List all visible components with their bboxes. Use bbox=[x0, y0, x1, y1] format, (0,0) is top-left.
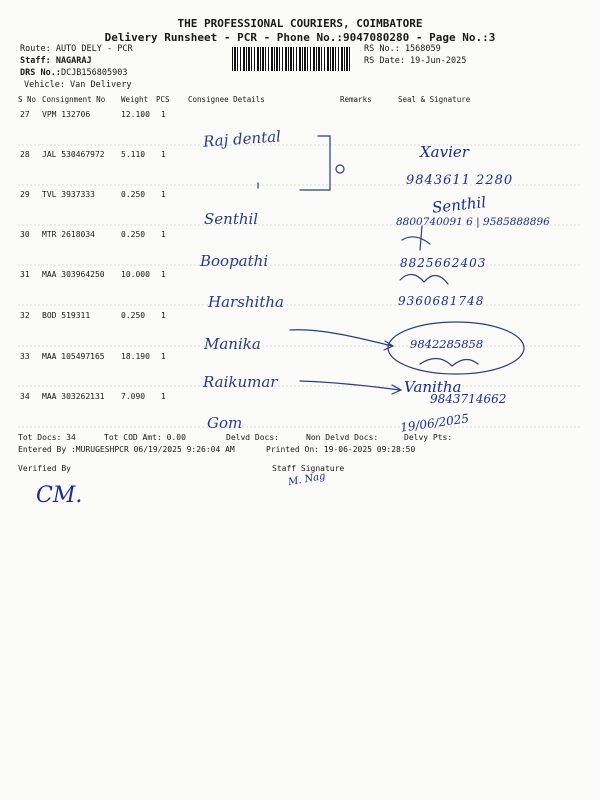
row-34-weight: 7.090 bbox=[121, 392, 146, 401]
row-28-consignment: JAL 530467972 bbox=[42, 150, 105, 159]
hand-sig-4: 8800740091 6 | 9585888896 bbox=[396, 216, 550, 228]
tot-docs: Tot Docs: 34 bbox=[18, 433, 76, 442]
row-34-consignment: MAA 303262131 bbox=[42, 392, 105, 401]
hand-sig-7: 9842285858 bbox=[410, 337, 484, 351]
row-30-weight: 0.250 bbox=[121, 230, 146, 239]
row-29-sno: 29 bbox=[20, 190, 30, 199]
hand-sig-2: 9843611 2280 bbox=[406, 173, 514, 188]
col-remarks: Remarks bbox=[340, 95, 372, 104]
delvy-pts: Delvy Pts: bbox=[404, 433, 453, 442]
row-32-pcs: 1 bbox=[161, 311, 166, 320]
row-30-sno: 30 bbox=[20, 230, 30, 239]
row-28-weight: 5.110 bbox=[121, 150, 146, 159]
row-32-consignment: BOD 519311 bbox=[42, 311, 91, 320]
staff: Staff: NAGARAJ bbox=[20, 56, 92, 66]
hand-consignee-6: Raikumar bbox=[203, 373, 278, 391]
row-32-weight: 0.250 bbox=[121, 311, 146, 320]
row-34-pcs: 1 bbox=[161, 392, 166, 401]
staff-scrawl: M. Nag bbox=[287, 470, 327, 489]
verified-scrawl: CM. bbox=[36, 483, 83, 508]
entered-by: Entered By :MURUGESHPCR 06/19/2025 9:26:04 AM bbox=[18, 445, 235, 454]
col-pcs: PCS bbox=[156, 95, 170, 104]
col-seal: Seal & Signature bbox=[398, 95, 471, 104]
row-30-pcs: 1 bbox=[161, 230, 166, 239]
row-28-pcs: 1 bbox=[161, 150, 166, 159]
hand-consignee-3: Boopathi bbox=[200, 252, 269, 270]
col-consignee: Consignee Details bbox=[188, 95, 265, 104]
hand-sig-6: 9360681748 bbox=[398, 294, 485, 308]
scribble-sig-3 bbox=[420, 358, 478, 366]
col-weight: Weight bbox=[121, 95, 149, 104]
stroke-group bbox=[258, 136, 524, 394]
printed-on: Printed On: 19-06-2025 09:28:50 bbox=[266, 445, 416, 454]
route: Route: AUTO DELY - PCR bbox=[20, 44, 133, 54]
row-33-sno: 33 bbox=[20, 352, 30, 361]
runsheet-title: Delivery Runsheet - PCR - Phone No.:9047080280 - Page No.:3 bbox=[104, 31, 496, 44]
row-29-pcs: 1 bbox=[161, 190, 166, 199]
row-31-weight: 10.000 bbox=[121, 270, 150, 279]
arrow-raikumar bbox=[300, 381, 400, 390]
rs-date: RS Date: 19-Jun-2025 bbox=[364, 56, 467, 66]
company-name: THE PROFESSIONAL COURIERS, COIMBATORE bbox=[177, 17, 423, 30]
row-29-weight: 0.250 bbox=[121, 190, 146, 199]
bracket-stroke bbox=[300, 136, 330, 190]
row-33-pcs: 1 bbox=[161, 352, 166, 361]
non-delvd-docs: Non Delvd Docs: bbox=[306, 433, 379, 442]
row-27-sno: 27 bbox=[20, 110, 30, 119]
col-consignment: Consignment No bbox=[42, 95, 106, 104]
col-sno: S No bbox=[18, 95, 37, 104]
hand-sig-10: 19/06/2025 bbox=[399, 411, 470, 435]
hand-sig-3: Senthil bbox=[431, 193, 487, 217]
row-27-consignment: VPM 132706 bbox=[42, 110, 91, 119]
hand-consignee-5: Manika bbox=[204, 335, 261, 353]
rs-number: RS No.: 1568059 bbox=[364, 44, 441, 54]
hand-consignee-7: Gom bbox=[207, 414, 243, 432]
staff-signature: Staff Signature bbox=[272, 464, 345, 473]
row-31-sno: 31 bbox=[20, 270, 30, 279]
vehicle: Vehicle: Van Delivery bbox=[24, 80, 132, 90]
hand-consignee-1: Raj dental bbox=[202, 127, 282, 151]
hand-sig-1: Xavier bbox=[420, 143, 469, 161]
row-27-weight: 12.100 bbox=[121, 110, 150, 119]
row-30-consignment: MTR 2618034 bbox=[42, 230, 95, 239]
row-28-sno: 28 bbox=[20, 150, 30, 159]
arrow-manika bbox=[290, 330, 392, 346]
row-33-consignment: MAA 105497165 bbox=[42, 352, 105, 361]
row-31-consignment: MAA 303964250 bbox=[42, 270, 105, 279]
hand-sig-5: 8825662403 bbox=[400, 256, 487, 270]
row-31-pcs: 1 bbox=[161, 270, 166, 279]
delvd-docs: Delvd Docs: bbox=[226, 433, 279, 442]
tot-cod: Tot COD Amt: 0.00 bbox=[104, 433, 186, 442]
scribble-sig-2 bbox=[400, 274, 448, 284]
drs-label: DRS No.: bbox=[20, 68, 61, 78]
circled-signature bbox=[388, 322, 524, 374]
drs-value: DCJB156805903 bbox=[60, 68, 128, 78]
hand-sig-9: 9843714662 bbox=[430, 392, 507, 406]
verified-by: Verified By bbox=[18, 464, 71, 473]
small-circle-mark bbox=[336, 165, 344, 173]
scribble-sig bbox=[402, 237, 430, 244]
row-33-weight: 18.190 bbox=[121, 352, 150, 361]
hand-consignee-4: Harshitha bbox=[208, 293, 284, 311]
hand-sig-8: Vanitha bbox=[404, 378, 462, 396]
row-27-pcs: 1 bbox=[161, 110, 166, 119]
hand-consignee-2: Senthil bbox=[204, 210, 259, 228]
row-32-sno: 32 bbox=[20, 311, 30, 320]
row-34-sno: 34 bbox=[20, 392, 30, 401]
row-29-consignment: TVL 3937333 bbox=[42, 190, 95, 199]
